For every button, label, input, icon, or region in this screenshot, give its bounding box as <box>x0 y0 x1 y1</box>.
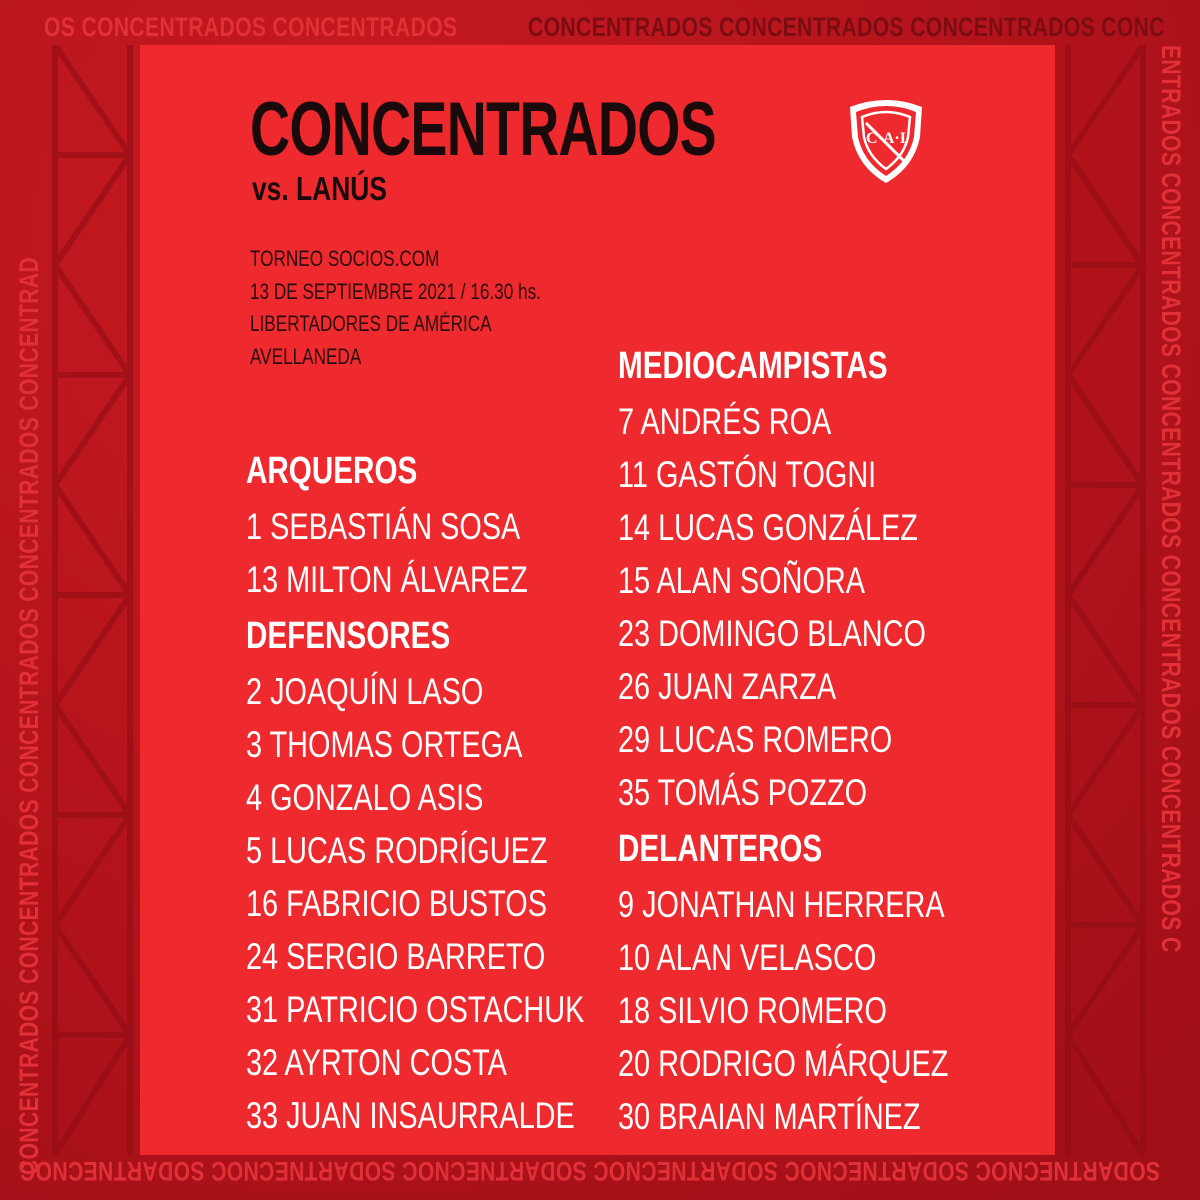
player-item: 16 FABRICIO BUSTOS <box>246 883 547 924</box>
roster-column-right <box>618 340 1042 1147</box>
player-item: 10 ALAN VELASCO <box>618 937 877 978</box>
frame-band-left-text: CONCENTRADOS CONCENTRADOS CONCENTRADOS CONCENTRADOS CONCENTRAD <box>14 256 44 1175</box>
group-midfielders <box>618 340 1042 819</box>
player-item: 13 MILTON ÁLVAREZ <box>246 559 528 600</box>
player-item: 4 GONZALO ASIS <box>246 777 484 818</box>
club-crest-icon <box>840 93 932 185</box>
player-item: 18 SILVIO ROMERO <box>618 990 887 1031</box>
frame-band-bottom-text: SODARTNECNOC SODARTNECNOC SODARTNECNOC SODARTNECNOC SODARTNECNOC SODARTNECNOC <box>19 1156 1160 1186</box>
group-goalkeepers <box>246 445 680 606</box>
player-item: 30 BRAIAN MARTÍNEZ <box>618 1096 921 1137</box>
player-item: 32 AYRTON COSTA <box>246 1042 507 1083</box>
frame-band-right <box>1155 45 1186 953</box>
match-info <box>250 243 623 373</box>
group-title-forwards: DELANTEROS <box>618 828 823 870</box>
player-item: 31 PATRICIO OSTACHUK <box>246 989 585 1030</box>
player-item: 33 JUAN INSAURRALDE <box>246 1095 575 1136</box>
player-item: 9 JONATHAN HERRERA <box>618 884 945 925</box>
group-title-defenders: DEFENSORES <box>246 615 451 657</box>
player-item: 7 ANDRÉS ROA <box>618 401 832 442</box>
frame-band-top-right <box>528 12 1165 43</box>
group-title-midfielders: MEDIOCAMPISTAS <box>618 345 888 387</box>
player-item: 29 LUCAS ROMERO <box>618 719 893 760</box>
player-item: 11 GASTÓN TOGNI <box>618 454 877 495</box>
frame-band-bottom <box>20 1155 1160 1186</box>
frame-band-right-text: ENTRADOS CONCENTRADOS CONCENTRADOS CONCENTRADOS CONCENTRADOS C <box>1156 45 1186 953</box>
player-item: 35 TOMÁS POZZO <box>618 772 868 813</box>
player-item: 1 SEBASTIÁN SOSA <box>246 506 521 547</box>
opponent-subtitle: vs. LANÚS <box>252 170 387 207</box>
frame-band-top-text: OS CONCENTRADOS CONCENTRADOS <box>44 12 458 42</box>
stadium-name: LIBERTADORES DE AMÉRICA <box>250 311 492 336</box>
crest-lettering: C·A·I <box>865 130 907 147</box>
roster-column-left <box>246 445 680 1146</box>
player-item: 24 SERGIO BARRETO <box>246 936 546 977</box>
player-item: 15 ALAN SOÑORA <box>618 560 866 601</box>
truss-left-decoration <box>45 45 140 1155</box>
page-title: CONCENTRADOS <box>250 87 716 172</box>
frame-band-top <box>44 12 457 43</box>
frame-band-top-right-text: CONCENTRADOS CONCENTRADOS CONCENTRADOS CONC <box>528 12 1165 42</box>
city-name: AVELLANEDA <box>250 343 362 369</box>
group-forwards <box>618 823 1042 1143</box>
group-title-goalkeepers: ARQUEROS <box>246 450 418 492</box>
player-item: 20 RODRIGO MÁRQUEZ <box>618 1043 949 1084</box>
player-item: 5 LUCAS RODRÍGUEZ <box>246 830 548 871</box>
tournament-name: TORNEO SOCIOS.COM <box>250 246 440 271</box>
player-item: 14 LUCAS GONZÁLEZ <box>618 507 918 548</box>
player-item: 2 JOAQUÍN LASO <box>246 671 484 712</box>
match-date-time: 13 DE SEPTIEMBRE 2021 / 16.30 hs. <box>250 278 541 304</box>
group-defenders <box>246 610 680 1142</box>
frame-band-left <box>14 257 45 1175</box>
player-item: 23 DOMINGO BLANCO <box>618 613 926 654</box>
player-item: 3 THOMAS ORTEGA <box>246 724 523 765</box>
player-item: 26 JUAN ZARZA <box>618 666 837 707</box>
truss-right-decoration <box>1058 45 1153 1155</box>
